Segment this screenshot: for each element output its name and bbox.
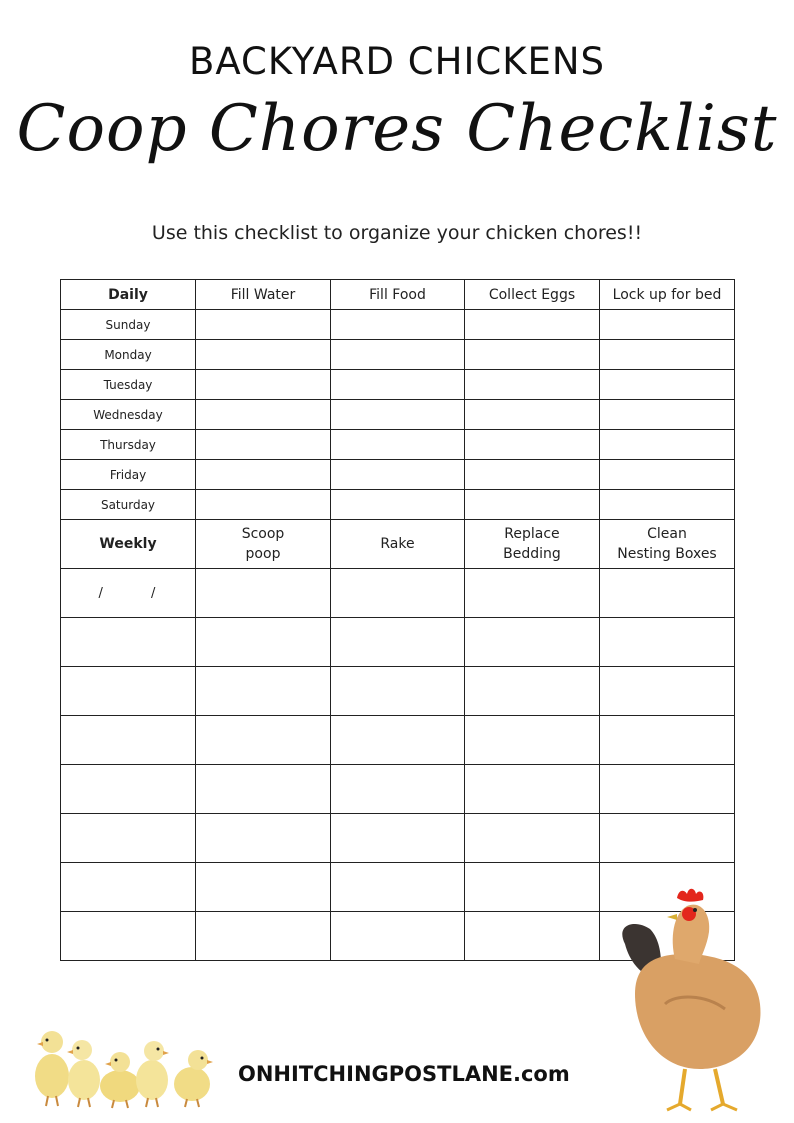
page-subtitle: BACKYARD CHICKENS bbox=[188, 40, 606, 83]
check-cell[interactable] bbox=[465, 667, 600, 716]
day-label: Tuesday bbox=[61, 370, 196, 400]
check-cell[interactable] bbox=[465, 430, 600, 460]
weekly-label: Weekly bbox=[61, 520, 196, 569]
chick-icon bbox=[67, 1040, 100, 1107]
column-header-scoop-poop bbox=[196, 520, 331, 569]
chick-icon bbox=[174, 1050, 213, 1107]
check-cell[interactable] bbox=[196, 310, 331, 340]
check-cell[interactable] bbox=[196, 340, 331, 370]
chick-icon bbox=[136, 1041, 169, 1107]
column-header-collect-eggs: Collect Eggs bbox=[465, 280, 600, 310]
header-line: Clean bbox=[647, 526, 687, 542]
day-label: Friday bbox=[61, 460, 196, 490]
weekly-row bbox=[61, 716, 735, 765]
day-label: Sunday bbox=[61, 310, 196, 340]
website-url: ONHITCHINGPOSTLANE.com bbox=[238, 1062, 570, 1086]
column-header-rake bbox=[331, 520, 465, 569]
check-cell[interactable] bbox=[600, 340, 735, 370]
table-row-monday bbox=[61, 340, 735, 370]
check-cell[interactable] bbox=[331, 310, 465, 340]
check-cell[interactable] bbox=[331, 716, 465, 765]
check-cell[interactable] bbox=[196, 400, 331, 430]
check-cell[interactable] bbox=[465, 618, 600, 667]
check-cell[interactable] bbox=[465, 912, 600, 961]
check-cell[interactable] bbox=[600, 430, 735, 460]
check-cell[interactable] bbox=[600, 569, 735, 618]
day-label: Saturday bbox=[61, 490, 196, 520]
day-label: Thursday bbox=[61, 430, 196, 460]
check-cell[interactable] bbox=[196, 716, 331, 765]
check-cell[interactable] bbox=[331, 490, 465, 520]
column-header-replace-bedding bbox=[465, 520, 600, 569]
header-line: poop bbox=[245, 546, 281, 562]
page-title: Coop Chores Checklist bbox=[16, 92, 778, 166]
column-header-clean-nesting-boxes bbox=[600, 520, 735, 569]
check-cell[interactable] bbox=[465, 569, 600, 618]
check-cell[interactable] bbox=[600, 460, 735, 490]
header-line: Replace bbox=[504, 526, 560, 542]
date-cell[interactable] bbox=[61, 716, 196, 765]
table-row-saturday bbox=[61, 490, 735, 520]
check-cell[interactable] bbox=[196, 765, 331, 814]
daily-header-row bbox=[61, 280, 735, 310]
check-cell[interactable] bbox=[465, 490, 600, 520]
check-cell[interactable] bbox=[196, 667, 331, 716]
header-line: Rake bbox=[380, 536, 415, 552]
check-cell[interactable] bbox=[600, 814, 735, 863]
check-cell[interactable] bbox=[331, 765, 465, 814]
check-cell[interactable] bbox=[331, 667, 465, 716]
column-header-lock-up: Lock up for bed bbox=[600, 280, 735, 310]
check-cell[interactable] bbox=[465, 765, 600, 814]
check-cell[interactable] bbox=[331, 370, 465, 400]
weekly-header-row bbox=[61, 520, 735, 569]
table-row-tuesday bbox=[61, 370, 735, 400]
header-line: Bedding bbox=[503, 546, 561, 562]
table-row-thursday bbox=[61, 430, 735, 460]
check-cell[interactable] bbox=[331, 340, 465, 370]
date-cell[interactable] bbox=[61, 863, 196, 912]
check-cell[interactable] bbox=[196, 863, 331, 912]
check-cell[interactable] bbox=[465, 460, 600, 490]
check-cell[interactable] bbox=[196, 569, 331, 618]
check-cell[interactable] bbox=[600, 370, 735, 400]
column-header-fill-water: Fill Water bbox=[196, 280, 331, 310]
check-cell[interactable] bbox=[600, 400, 735, 430]
hen-icon bbox=[622, 889, 760, 1110]
date-cell[interactable] bbox=[61, 569, 196, 618]
check-cell[interactable] bbox=[600, 765, 735, 814]
check-cell[interactable] bbox=[331, 912, 465, 961]
date-cell[interactable] bbox=[61, 667, 196, 716]
check-cell[interactable] bbox=[331, 814, 465, 863]
date-cell[interactable] bbox=[61, 814, 196, 863]
column-header-fill-food: Fill Food bbox=[331, 280, 465, 310]
table-row-wednesday bbox=[61, 400, 735, 430]
weekly-row bbox=[61, 765, 735, 814]
check-cell[interactable] bbox=[600, 618, 735, 667]
chores-checklist-table bbox=[60, 279, 735, 961]
hen-image bbox=[615, 884, 775, 1114]
day-label: Monday bbox=[61, 340, 196, 370]
check-cell[interactable] bbox=[331, 460, 465, 490]
check-cell[interactable] bbox=[196, 814, 331, 863]
check-cell[interactable] bbox=[331, 618, 465, 667]
check-cell[interactable] bbox=[465, 400, 600, 430]
header-line: Nesting Boxes bbox=[617, 546, 717, 562]
check-cell[interactable] bbox=[465, 370, 600, 400]
date-cell[interactable] bbox=[61, 765, 196, 814]
chick-icon bbox=[35, 1031, 69, 1106]
date-cell[interactable] bbox=[61, 618, 196, 667]
check-cell[interactable] bbox=[331, 400, 465, 430]
baby-chicks-image bbox=[22, 1018, 222, 1113]
weekly-row bbox=[61, 814, 735, 863]
check-cell[interactable] bbox=[196, 370, 331, 400]
date-placeholder: / / bbox=[98, 585, 178, 601]
check-cell[interactable] bbox=[196, 490, 331, 520]
daily-label: Daily bbox=[61, 280, 196, 310]
check-cell[interactable] bbox=[465, 310, 600, 340]
check-cell[interactable] bbox=[600, 490, 735, 520]
check-cell[interactable] bbox=[196, 430, 331, 460]
check-cell[interactable] bbox=[465, 340, 600, 370]
header-line: Scoop bbox=[241, 526, 285, 542]
check-cell[interactable] bbox=[196, 912, 331, 961]
check-cell[interactable] bbox=[331, 430, 465, 460]
check-cell[interactable] bbox=[465, 716, 600, 765]
weekly-row bbox=[61, 569, 735, 618]
check-cell[interactable] bbox=[331, 863, 465, 912]
table-row-friday bbox=[61, 460, 735, 490]
check-cell[interactable] bbox=[465, 863, 600, 912]
table-row-sunday bbox=[61, 310, 735, 340]
check-cell[interactable] bbox=[196, 460, 331, 490]
weekly-row bbox=[61, 667, 735, 716]
check-cell[interactable] bbox=[600, 716, 735, 765]
check-cell[interactable] bbox=[465, 814, 600, 863]
chick-icon bbox=[100, 1052, 140, 1108]
day-label: Wednesday bbox=[61, 400, 196, 430]
instructions-text: Use this checklist to organize your chicken chores!! bbox=[151, 222, 643, 244]
check-cell[interactable] bbox=[196, 618, 331, 667]
check-cell[interactable] bbox=[331, 569, 465, 618]
weekly-row bbox=[61, 618, 735, 667]
check-cell[interactable] bbox=[600, 667, 735, 716]
check-cell[interactable] bbox=[600, 310, 735, 340]
date-cell[interactable] bbox=[61, 912, 196, 961]
